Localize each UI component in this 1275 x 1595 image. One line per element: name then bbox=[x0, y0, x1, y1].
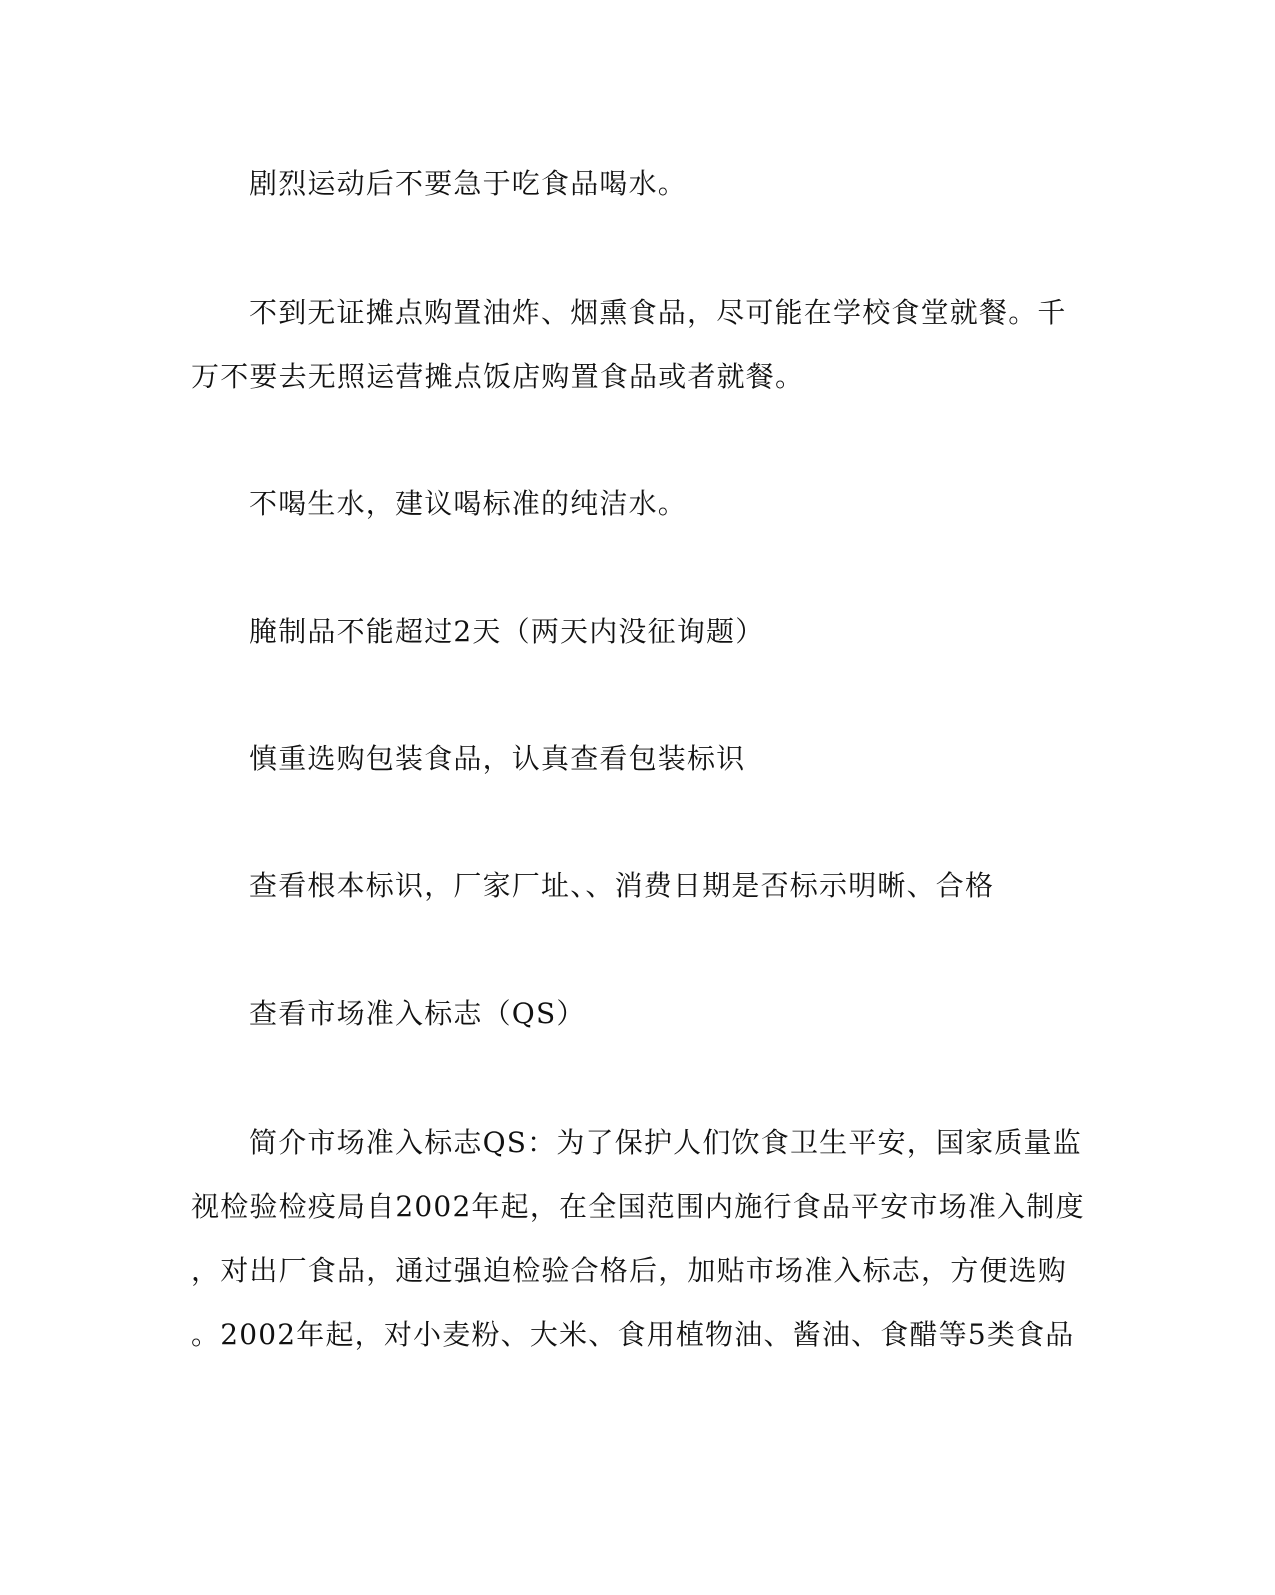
paragraph-5-line-1: 慎重选购包装食品，认真查看包装标识 bbox=[249, 742, 746, 775]
paragraph-8-line-4: 。2002年起，对小麦粉、大米、食用植物油、酱油、食醋等5类食品 bbox=[191, 1318, 1075, 1351]
paragraph-4-line-1: 腌制品不能超过2天（两天内没征询题） bbox=[249, 615, 765, 648]
paragraph-7-line-1: 查看市场准入标志（QS） bbox=[249, 997, 586, 1030]
paragraph-2 bbox=[191, 281, 1067, 409]
paragraph-4 bbox=[191, 600, 1061, 664]
paragraph-3 bbox=[191, 472, 1061, 536]
paragraph-8-line-2: 视检验检疫局自2002年起，在全国范围内施行食品平安市场准入制度 bbox=[191, 1190, 1085, 1223]
paragraph-6 bbox=[191, 854, 1061, 918]
paragraph-6-line-1: 查看根本标识，厂家厂址、、消费日期是否标示明晰、合格 bbox=[249, 869, 995, 902]
paragraph-8 bbox=[191, 1111, 1085, 1367]
paragraph-8-line-3: ，对出厂食品，通过强迫检验合格后，加贴市场准入标志，方便选购 bbox=[191, 1254, 1068, 1287]
paragraph-3-line-1: 不喝生水，建议喝标准的纯洁水。 bbox=[249, 487, 688, 520]
paragraph-1-line-1: 剧烈运动后不要急于吃食品喝水。 bbox=[249, 167, 688, 200]
paragraph-2-line-2: 万不要去无照运营摊点饭店购置食品或者就餐。 bbox=[191, 360, 805, 393]
paragraph-7 bbox=[191, 982, 1061, 1046]
paragraph-2-line-1: 不到无证摊点购置油炸、烟熏食品，尽可能在学校食堂就餐。千 bbox=[249, 296, 1067, 329]
paragraph-1 bbox=[191, 152, 1061, 216]
paragraph-8-line-1: 简介市场准入标志QS：为了保护人们饮食卫生平安，国家质量监 bbox=[249, 1126, 1082, 1159]
paragraph-5 bbox=[191, 727, 1061, 791]
